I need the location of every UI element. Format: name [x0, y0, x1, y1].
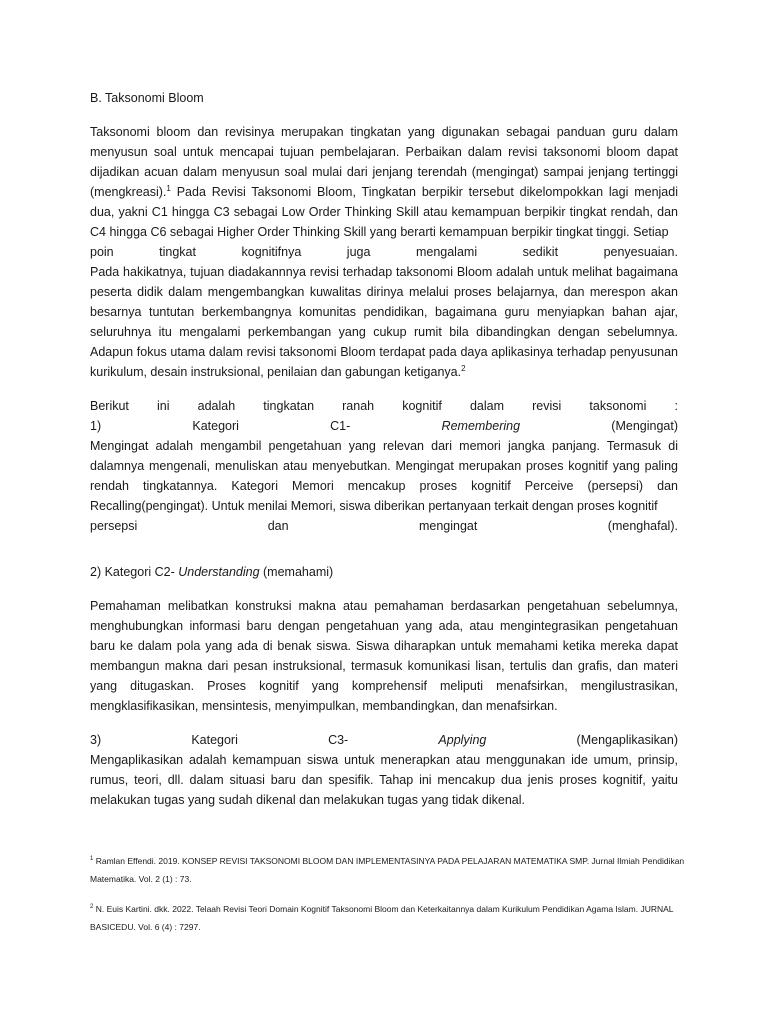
- footnote-number: 1: [90, 856, 94, 863]
- category-c3-body: Mengaplikasikan adalah kemampuan siswa untuk menerapkan atau menggunakan ide umum, prinsip, rumus, teori, dll. dalam situasi baru dan spesifik. Tahap ini mencakup dua jenis proses kognitif, yaitu melakukan tugas yang sudah dikenal dan melakukan tugas yang tidak dikenal.: [90, 753, 678, 807]
- term-understanding: Understanding: [178, 565, 260, 579]
- word: C1-: [330, 419, 351, 433]
- word: 3): [90, 733, 102, 747]
- c2-prefix: 2) Kategori C2-: [90, 565, 179, 579]
- word: sedikit: [522, 245, 559, 259]
- word: revisi: [532, 399, 562, 413]
- footnote-1: [90, 852, 690, 888]
- paragraph-hakikat: [90, 262, 678, 382]
- word: Kategori: [191, 733, 238, 747]
- document-page: [90, 88, 678, 824]
- word: Kategori: [192, 419, 239, 433]
- category-c1-title: [90, 416, 678, 436]
- word: adalah: [197, 399, 236, 413]
- word: kognitifnya: [241, 245, 302, 259]
- word: taksonomi: [589, 399, 647, 413]
- category-c1-last-line: [90, 516, 678, 536]
- word: mengingat: [418, 519, 478, 533]
- word: :: [674, 399, 678, 413]
- word: (Mengingat): [611, 419, 678, 433]
- c2-suffix: (memahami): [259, 565, 334, 579]
- word: tingkatan: [263, 399, 315, 413]
- paragraph-intro: [90, 122, 678, 242]
- section-heading: B. Taksonomi Bloom: [90, 91, 204, 105]
- footnotes: [90, 852, 690, 948]
- word: tingkat: [159, 245, 196, 259]
- footnote-text: Ramlan Effendi. 2019. KONSEP REVISI TAKSONOMI BLOOM DAN IMPLEMENTASINYA PADA PELAJARAN MATEMATIKA SMP. Jurnal Ilmiah Pendidikan Matematika. Vol. 2 (1) : 73.: [90, 856, 685, 884]
- footnote-ref-1: 1: [166, 183, 171, 193]
- word: 1): [90, 419, 102, 433]
- word: persepsi: [90, 519, 138, 533]
- word: C3-: [328, 733, 349, 747]
- word: penyesuaian.: [603, 245, 678, 259]
- word: kognitif: [402, 399, 442, 413]
- footnote-ref-2: 2: [461, 363, 466, 373]
- footnote-2: [90, 900, 690, 936]
- category-c2-body: Pemahaman melibatkan konstruksi makna atau pemahaman berdasarkan pengetahuan sebelumnya, menghubungkan informasi baru dengan pengetahuan yang ada, atau mengintegrasikan pengetahuan baru ke dalam pola yang ada di benak siswa. Siswa diharapkan untuk memahami ketika mereka dapat membangun makna dari pesan instruksional, termasuk komunikasi lisan, tertulis dan grafis, dan materi yang ditugaskan. Proses kognitif yang komprehensif meliputi menafsirkan, mengilustrasikan, mengklasifikasikan, mensintesis, menyimpulkan, membandingkan, dan menafsirkan.: [90, 599, 678, 713]
- word: mengalami: [415, 245, 478, 259]
- word: juga: [346, 245, 371, 259]
- word: (menghafal).: [607, 519, 678, 533]
- hakikat-text: Pada hakikatnya, tujuan diadakannnya revisi terhadap taksonomi Bloom adalah untuk melihat bagaimana peserta didik dalam mengembangkan kuwalitas dirinya melalui proses belajarnya, dan merespon akan besarnya tuntutan berkembangnya komunitas pendidikan, bagaimana guru menyiapkan bahan ajar, seluruhnya itu mengalami perkembangan yang cukup rumit bila dibandingkan dengan sebelumnya. Adapun fokus utama dalam revisi taksonomi Bloom terdapat pada daya aplikasinya terhadap penyusunan kurikulum, desain instruksional, penilaian dan gabungan ketiganya.: [90, 265, 678, 379]
- intro-spread-line: [90, 242, 678, 262]
- intro-text-2: Pada Revisi Taksonomi Bloom, Tingkatan berpikir tersebut dikelompokkan lagi menjadi dua, yakni C1 hingga C3 sebagai Low Order Thinking Skill atau kemampuan berpikir tingkat rendah, dan C4 hingga C6 sebagai Higher Order Thinking Skill yang berarti kemampuan berpikir tingkat tinggi. Setiap: [90, 185, 678, 239]
- footnote-number: 2: [90, 904, 94, 911]
- term-remembering: Remembering: [441, 419, 521, 433]
- category-c1-body: Mengingat adalah mengambil pengetahuan yang relevan dari memori jangka panjang. Termasuk di dalamnya mengenali, menuliskan atau menyebutkan. Mengingat merupakan proses kognitif yang paling rendah tingkatannya. Kategori Memori mencakup proses kognitif Perceive (persepsi) dan Recalling(pengingat). Untuk menilai Memori, siswa diberikan pertanyaan terkait dengan proses kognitif: [90, 439, 678, 513]
- category-c3-title: [90, 730, 678, 750]
- category-c2-title: [90, 562, 678, 582]
- intro-text-1: Taksonomi bloom dan revisinya merupakan tingkatan yang digunakan sebagai panduan guru dalam menyusun soal untuk mencapai tujuan pembelajaran. Perbaikan dalam revisi taksonomi bloom dapat dijadikan acuan dalam menyusun soal mulai dari jenjang terendah (mengingat) sampai jenjang tertinggi (mengkreasi).: [90, 125, 678, 199]
- word: Berikut: [90, 399, 129, 413]
- categories-intro-line: [90, 396, 678, 416]
- footnote-text: N. Euis Kartini. dkk. 2022. Telaah Revisi Teori Domain Kognitif Taksonomi Bloom dan Keterkaitannya dalam Kurikulum Pendidikan Agama Islam. JURNAL BASICEDU. Vol. 6 (4) : 7297.: [90, 904, 674, 932]
- term-applying: Applying: [438, 733, 487, 747]
- word: poin: [90, 245, 114, 259]
- word: (Mengaplikasikan): [576, 733, 678, 747]
- word: dan: [267, 519, 289, 533]
- word: dalam: [469, 399, 504, 413]
- word: ini: [157, 399, 170, 413]
- word: ranah: [342, 399, 375, 413]
